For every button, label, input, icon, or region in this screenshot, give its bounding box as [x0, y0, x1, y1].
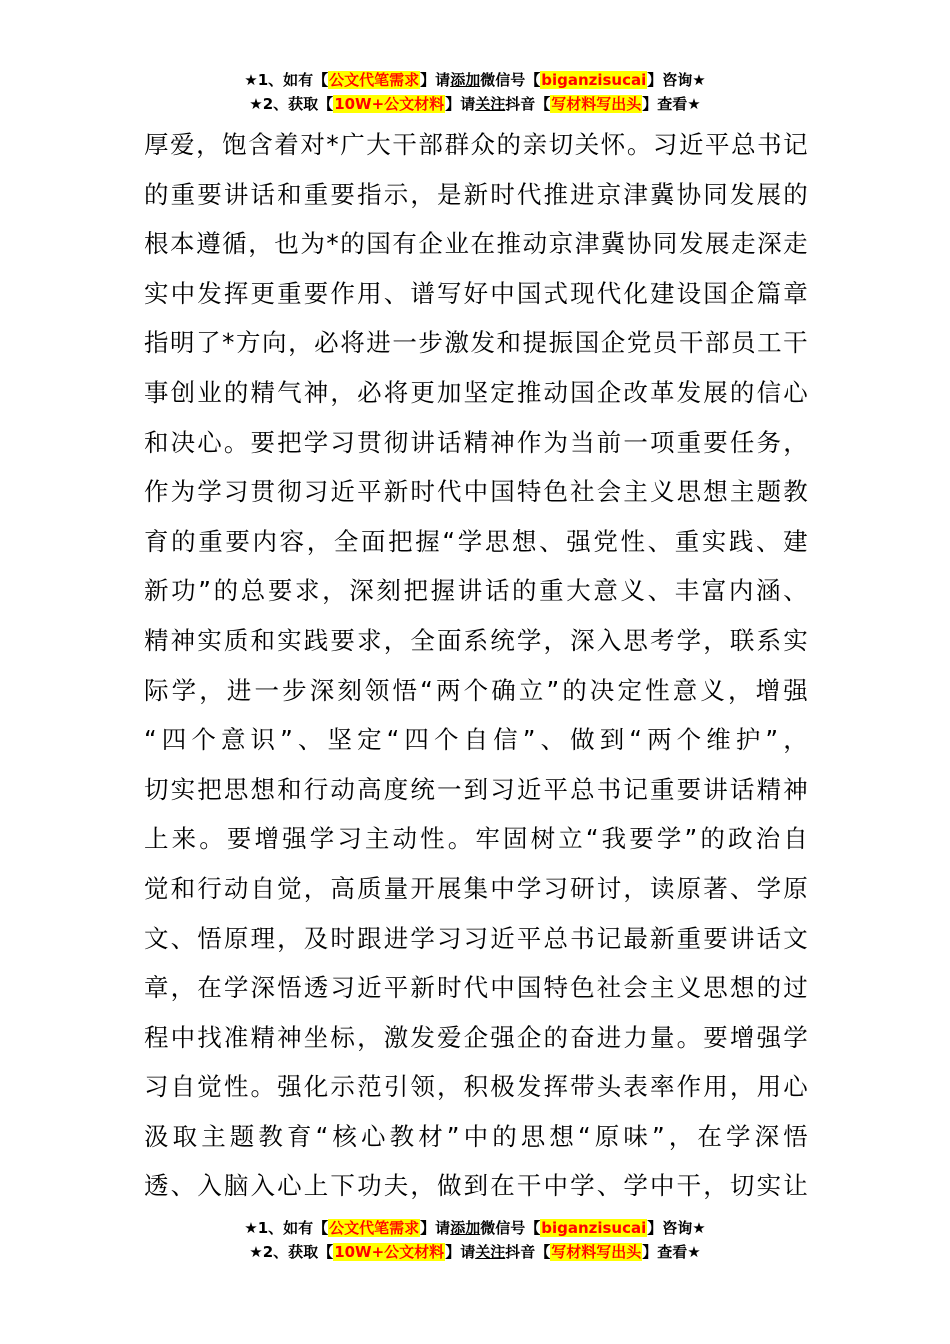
highlight-wechat-id: biganzisucai: [541, 1219, 647, 1237]
promo-line-2: ★2、获取【10W+公文材料】请关注抖音【写材料写出头】查看★: [249, 95, 701, 113]
highlight-wechat-id: biganzisucai: [541, 71, 647, 89]
highlight-douyin-account: 写材料写出头: [551, 95, 642, 113]
document-body: [144, 120, 808, 1211]
body-line: 透、入脑入心上下功夫，做到在干中学、学中干，切实让: [144, 1171, 808, 1201]
body-line: 厚爱，饱含着对*广大干部群众的亲切关怀。习近平总书记: [144, 130, 808, 159]
body-line: 觉和行动自觉，高质量开展集中学习研讨，读原著、学原: [144, 873, 808, 903]
promo-banner-top: [0, 68, 950, 116]
body-line: 作为学习贯彻习近平新时代中国特色社会主义思想主题教: [144, 477, 808, 507]
body-line: 和决心。要把学习贯彻讲话精神作为当前一项重要任务，: [144, 427, 808, 457]
body-line: 程中找准精神坐标，激发爱企强企的奋进力量。要增强学: [144, 1022, 808, 1052]
body-line: 际学，进一步深刻领悟“两个确立”的决定性意义，增强: [144, 675, 808, 705]
body-line: 精神实质和实践要求，全面系统学，深入思考学，联系实: [144, 625, 808, 655]
highlight-materials: 10W+公文材料: [334, 95, 445, 113]
highlight-douyin-account: 写材料写出头: [551, 1243, 642, 1261]
body-line: 切实把思想和行动高度统一到习近平总书记重要讲话精神: [144, 774, 808, 804]
body-line: 事创业的精气神，必将更加坚定推动国企改革发展的信心: [144, 377, 808, 407]
body-line: 习自觉性。强化示范引领，积极发挥带头表率作用，用心: [144, 1072, 808, 1102]
highlight-materials: 10W+公文材料: [334, 1243, 445, 1261]
body-line: 新功”的总要求，深刻把握讲话的重大意义、丰富内涵、: [144, 576, 808, 606]
body-line: 实中发挥更重要作用、谱写好中国式现代化建设国企篇章: [144, 278, 808, 308]
body-line: 章，在学深悟透习近平新时代中国特色社会主义思想的过: [144, 973, 808, 1003]
body-line: 的重要讲话和重要指示，是新时代推进京津冀协同发展的: [144, 179, 808, 209]
body-line: 上来。要增强学习主动性。牢固树立“我要学”的政治自: [144, 824, 808, 854]
highlight-ghostwriting: 公文代笔需求: [329, 71, 420, 89]
body-line: 汲取主题教育“核心教材”中的思想“原味”，在学深悟: [144, 1121, 808, 1151]
promo-banner-bottom: [0, 1216, 950, 1264]
body-line: 指明了*方向，必将进一步激发和提振国企党员干部员工干: [144, 328, 808, 358]
body-line: 根本遵循，也为*的国有企业在推动京津冀协同发展走深走: [144, 229, 808, 259]
promo-line-1: ★1、如有【公文代笔需求】请添加微信号【biganzisucai】咨询★: [244, 1219, 706, 1237]
body-line: 文、悟原理，及时跟进学习习近平总书记最新重要讲话文: [144, 923, 808, 953]
promo-line-1: ★1、如有【公文代笔需求】请添加微信号【biganzisucai】咨询★: [244, 71, 706, 89]
promo-line-2: ★2、获取【10W+公文材料】请关注抖音【写材料写出头】查看★: [249, 1243, 701, 1261]
highlight-ghostwriting: 公文代笔需求: [329, 1219, 420, 1237]
body-line: 育的重要内容，全面把握“学思想、强党性、重实践、建: [144, 526, 808, 556]
body-line: “四个意识”、坚定“四个自信”、做到“两个维护”，: [144, 725, 808, 755]
